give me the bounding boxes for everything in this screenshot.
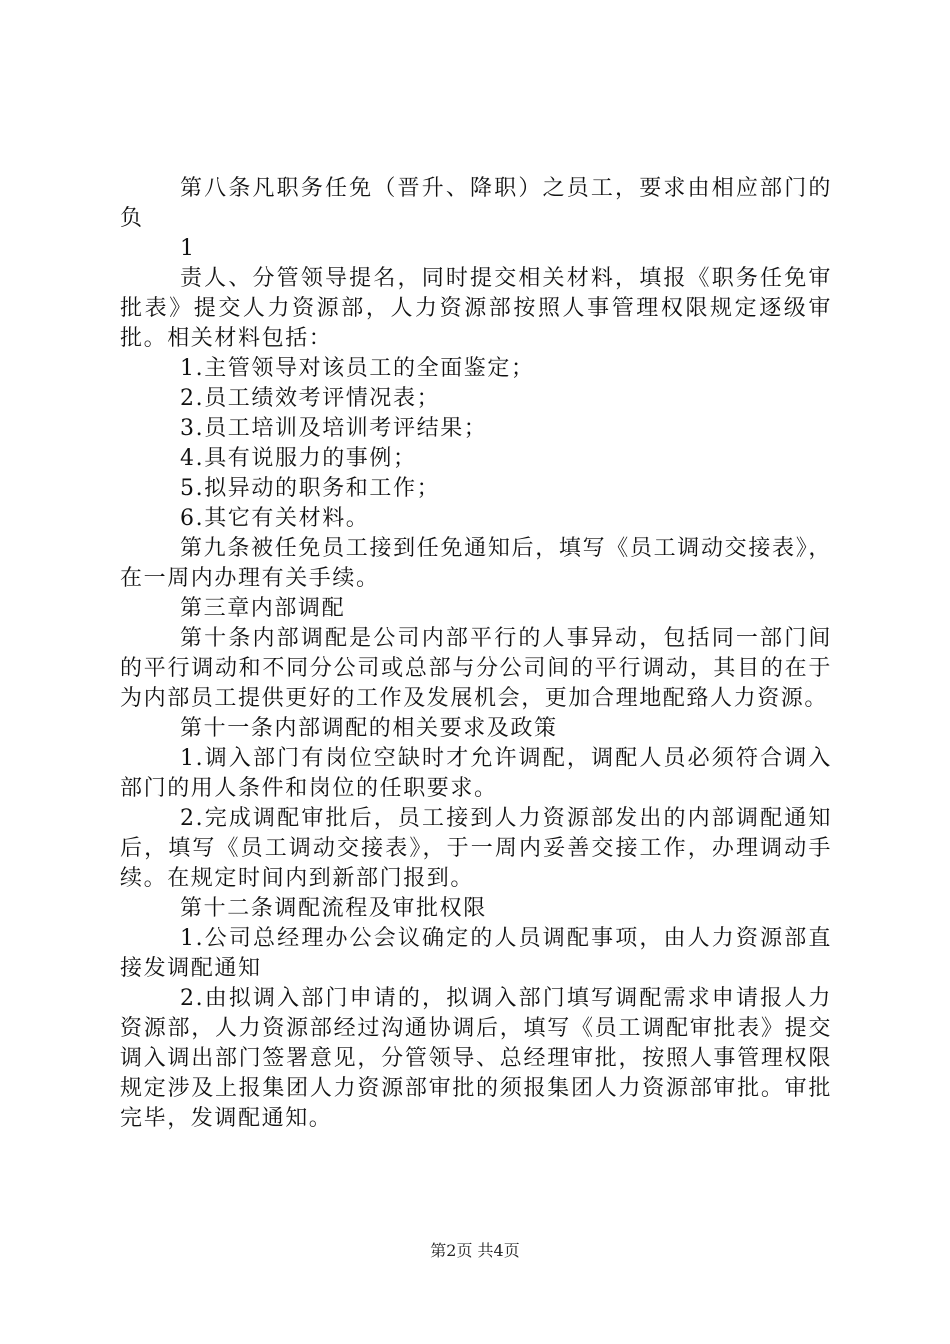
- list-item-policy-2: 2.完成调配审批后，员工接到人力资源部发出的内部调配通知后，填写《员工调动交接表》，于一周内妥善交接工作，办理调动手续。在规定时间内到新部门报到。: [120, 806, 832, 891]
- list-item-policy-1: 1.调入部门有岗位空缺时才允许调配，调配人员必须符合调入部门的用人条件和岗位的任职要求。: [120, 746, 832, 801]
- paragraph-article-8: 第八条凡职务任免（晋升、降职）之员工，要求由相应部门的负: [120, 176, 832, 231]
- list-item-materials-4: 4.具有说服力的事例；: [180, 446, 417, 471]
- paragraph-article-12: 第十二条调配流程及审批权限: [180, 896, 487, 921]
- page-number-footer: 第2页 共4页: [430, 1241, 520, 1260]
- list-item-materials-3: 3.员工培训及培训考评结果；: [180, 416, 488, 441]
- chapter-heading-3: 第三章内部调配: [180, 596, 346, 621]
- list-item-materials-5: 5.拟异动的职务和工作；: [180, 476, 441, 501]
- list-item-materials-2: 2.员工绩效考评情况表；: [180, 386, 441, 411]
- paragraph-article-9: 第九条被任免员工接到任免通知后，填写《员工调动交接表》，在一周内办理有关手续。: [120, 536, 832, 591]
- paragraph-page-marker: 1: [180, 236, 196, 261]
- paragraph-article-10: 第十条内部调配是公司内部平行的人事异动，包括同一部门间的平行调动和不同分公司或总部与分公司间的平行调动，其目的在于为内部员工提供更好的工作及发展机会，更加合理地配臵人力资源。: [120, 626, 832, 711]
- list-item-materials-6: 6.其它有关材料。: [180, 506, 370, 531]
- paragraph-article-11: 第十一条内部调配的相关要求及政策: [180, 716, 558, 741]
- paragraph-article-8-cont: 责人、分管领导提名，同时提交相关材料，填报《职务任免审批表》提交人力资源部，人力资源部按照人事管理权限规定逐级审批。相关材料包括：: [120, 266, 832, 351]
- document-body: [120, 174, 832, 1134]
- list-item-process-2: 2.由拟调入部门申请的，拟调入部门填写调配需求申请报人力资源部，人力资源部经过沟通协调后，填写《员工调配审批表》提交调入调出部门签署意见，分管领导、总经理审批，按照人事管理权限规定涉及上报集团人力资源部审批的须报集团人力资源部审批。审批完毕，发调配通知。: [120, 986, 832, 1131]
- list-item-materials-1: 1.主管领导对该员工的全面鉴定；: [180, 356, 535, 381]
- list-item-process-1: 1.公司总经理办公会议确定的人员调配事项，由人力资源部直接发调配通知: [120, 926, 832, 981]
